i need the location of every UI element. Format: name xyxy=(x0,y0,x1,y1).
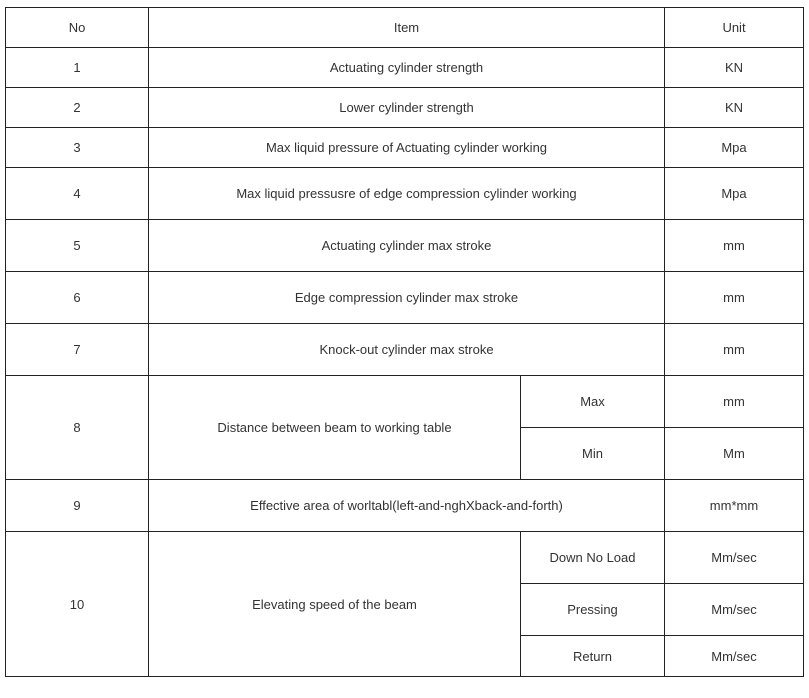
row-unit: Mpa xyxy=(665,168,804,220)
table-row xyxy=(6,376,804,428)
row-sub-label: Min xyxy=(521,428,665,480)
row-no: 8 xyxy=(6,376,149,480)
row-unit: Mm xyxy=(665,428,804,480)
header-unit: Unit xyxy=(665,8,804,48)
row-item: Knock-out cylinder max stroke xyxy=(149,324,665,376)
row-unit: Mm/sec xyxy=(665,636,804,677)
row-item: Max liquid pressure of Actuating cylinder working xyxy=(149,128,665,168)
header-no: No xyxy=(6,8,149,48)
row-unit: KN xyxy=(665,48,804,88)
table-row xyxy=(6,220,804,272)
row-item: Effective area of worltabl(left-and-nghXback-and-forth) xyxy=(149,480,665,532)
row-sub-label: Down No Load xyxy=(521,532,665,584)
row-unit: mm xyxy=(665,272,804,324)
row-item: Actuating cylinder strength xyxy=(149,48,665,88)
row-unit: mm xyxy=(665,376,804,428)
row-unit: mm xyxy=(665,324,804,376)
row-no: 3 xyxy=(6,128,149,168)
row-no: 7 xyxy=(6,324,149,376)
row-unit: mm xyxy=(665,220,804,272)
row-no: 2 xyxy=(6,88,149,128)
row-sub-label: Pressing xyxy=(521,584,665,636)
row-item: Lower cylinder strength xyxy=(149,88,665,128)
row-unit: mm*mm xyxy=(665,480,804,532)
table-row xyxy=(6,48,804,88)
specification-table xyxy=(5,7,804,677)
header-item: Item xyxy=(149,8,665,48)
row-unit: Mpa xyxy=(665,128,804,168)
row-item: Elevating speed of the beam xyxy=(149,532,521,677)
table-row xyxy=(6,88,804,128)
row-unit: KN xyxy=(665,88,804,128)
row-unit: Mm/sec xyxy=(665,532,804,584)
row-no: 1 xyxy=(6,48,149,88)
header-row xyxy=(6,8,804,48)
table-row xyxy=(6,272,804,324)
row-unit: Mm/sec xyxy=(665,584,804,636)
row-sub-label: Max xyxy=(521,376,665,428)
table-row xyxy=(6,324,804,376)
row-no: 9 xyxy=(6,480,149,532)
row-sub-label: Return xyxy=(521,636,665,677)
row-no: 5 xyxy=(6,220,149,272)
row-item: Edge compression cylinder max stroke xyxy=(149,272,665,324)
table-row xyxy=(6,128,804,168)
row-item: Actuating cylinder max stroke xyxy=(149,220,665,272)
row-no: 4 xyxy=(6,168,149,220)
row-no: 10 xyxy=(6,532,149,677)
row-no: 6 xyxy=(6,272,149,324)
row-item: Max liquid pressusre of edge compression cylinder working xyxy=(149,168,665,220)
row-item: Distance between beam to working table xyxy=(149,376,521,480)
table-row xyxy=(6,532,804,584)
table-row xyxy=(6,480,804,532)
table-row xyxy=(6,168,804,220)
